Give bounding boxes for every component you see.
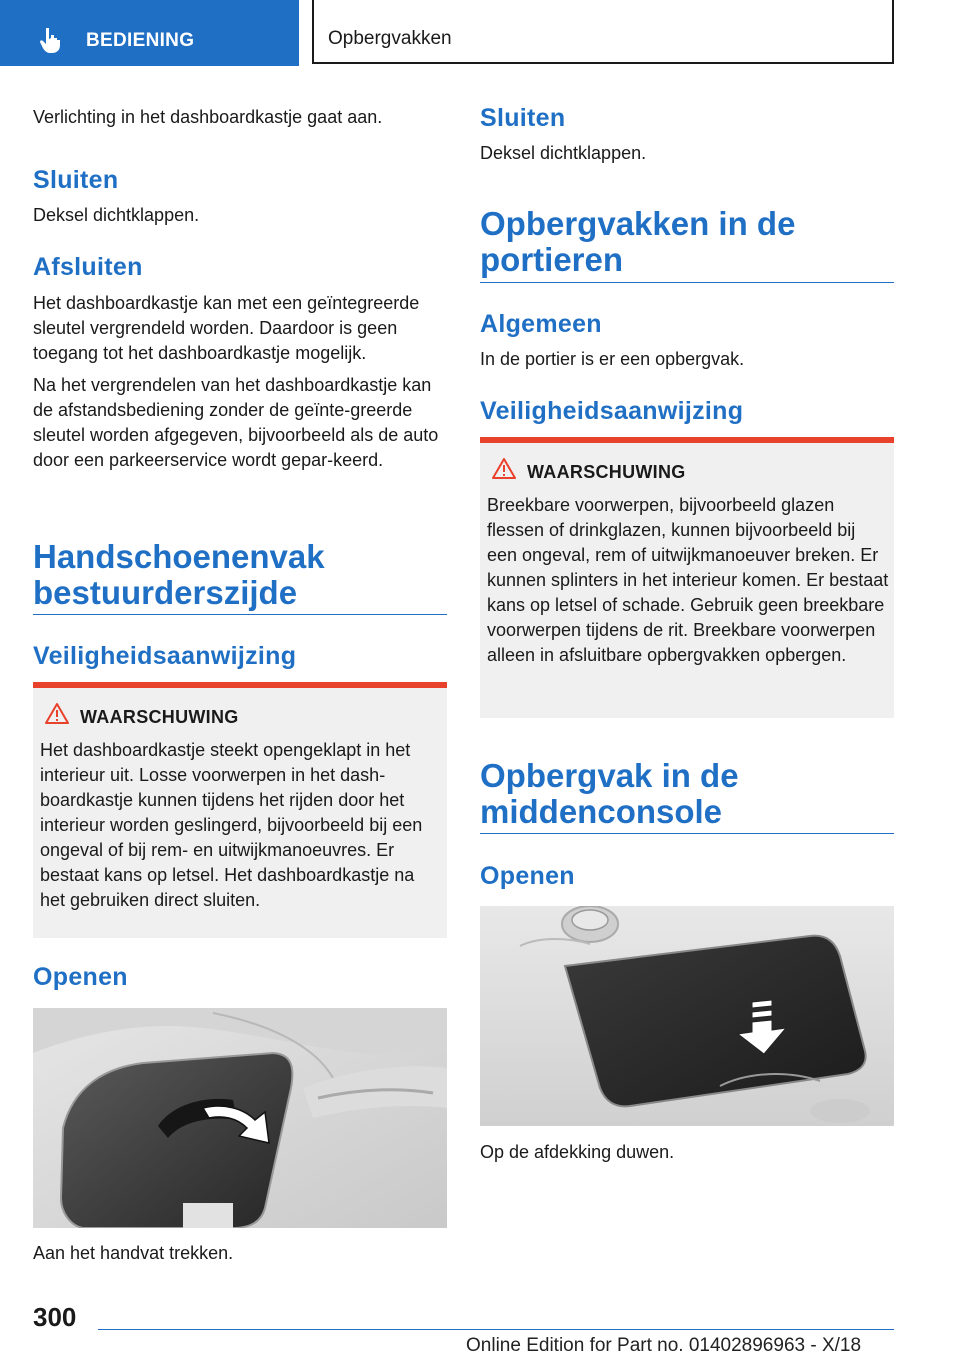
footer-divider bbox=[98, 1329, 894, 1330]
intro-text: Verlichting in het dashboardkastje gaat aan. bbox=[33, 107, 383, 127]
heading-algemeen: Algemeen bbox=[480, 310, 602, 338]
chapter-title: Opbergvakken bbox=[328, 28, 452, 49]
warning-box bbox=[480, 437, 894, 718]
warning-text: Het dashboardkastje steekt opengeklapt in het interieur uit. Losse voorwerpen in het dash-boardkastje kunnen tijdens het rijden door het interieur worden geslingerd, bijvoorbeeld bij een ongeval of bij rem- en uitwijkmanoeuvres. Er bestaat kans op letsel. Het dashboardkastje na het gebruiken direct sluiten. bbox=[40, 740, 423, 910]
afsluiten-paragraph-1: Het dashboardkastje kan met een geïntegreerde sleutel vergrendeld worden. Daardoor is geen toegang tot het dashboardkastje mogelijk. bbox=[33, 293, 420, 363]
center-console-drawing bbox=[480, 906, 894, 1126]
footer-edition: Online Edition for Part no. 01402896963 - X/18 bbox=[466, 1335, 862, 1356]
page-number: 300 bbox=[33, 1302, 77, 1332]
center-console-illustration bbox=[480, 906, 894, 1126]
section-tab-label: BEDIENING bbox=[86, 30, 195, 51]
warning-title: WAARSCHUWING bbox=[527, 462, 686, 482]
sluiten-text: Deksel dichtklappen. bbox=[33, 205, 200, 225]
hand-pointer-icon bbox=[38, 26, 64, 54]
figure-caption: Op de afdekking duwen. bbox=[480, 1142, 675, 1162]
sluiten-text: Deksel dichtklappen. bbox=[480, 143, 647, 163]
warning-box bbox=[33, 682, 447, 938]
glovebox-drawing bbox=[33, 1008, 447, 1228]
section-tab[interactable] bbox=[0, 0, 299, 66]
section-heading-portieren: Opbergvakken in de portieren bbox=[480, 205, 796, 278]
warning-triangle-icon bbox=[492, 457, 516, 481]
heading-sluiten: Sluiten bbox=[33, 166, 119, 194]
algemeen-text: In de portier is er een opbergvak. bbox=[480, 349, 745, 369]
heading-sluiten: Sluiten bbox=[480, 104, 566, 132]
section-divider bbox=[480, 833, 894, 834]
section-divider bbox=[480, 282, 894, 283]
chapter-header bbox=[312, 0, 894, 64]
heading-afsluiten: Afsluiten bbox=[33, 253, 143, 281]
warning-title: WAARSCHUWING bbox=[80, 707, 239, 727]
section-divider bbox=[33, 614, 447, 615]
section-heading-handschoenenvak: Handschoenenvak bestuurderszijde bbox=[33, 538, 325, 611]
warning-triangle-icon bbox=[45, 702, 69, 726]
glovebox-illustration bbox=[33, 1008, 447, 1228]
heading-openen: Openen bbox=[33, 963, 128, 991]
figure-caption: Aan het handvat trekken. bbox=[33, 1243, 234, 1263]
afsluiten-paragraph-2: Na het vergrendelen van het dashboardkastje kan de afstandsbediening zonder de geïnte-greerde sleutel worden afgegeven, bijvoorbeeld als de auto door een parkeerservice wordt gepar-keerd. bbox=[33, 375, 439, 470]
heading-veiligheidsaanwijzing: Veiligheidsaanwijzing bbox=[480, 397, 744, 425]
warning-text: Breekbare voorwerpen, bijvoorbeeld glazen flessen of drinkglazen, kunnen bijvoorbeeld bij een ongeval, rem of uitwijkmanoeuver breken. Er kunnen splinters in het interieur komen. Er bestaat kans op letsel of schade. Gebruik geen breekbare voorwerpen tijdens de rit. Breekbare voorwerpen alleen in afsluitbare opbergvakken opbergen. bbox=[487, 495, 889, 665]
section-heading-middenconsole: Opbergvak in de middenconsole bbox=[480, 757, 739, 830]
heading-veiligheidsaanwijzing: Veiligheidsaanwijzing bbox=[33, 642, 297, 670]
heading-openen: Openen bbox=[480, 862, 575, 890]
